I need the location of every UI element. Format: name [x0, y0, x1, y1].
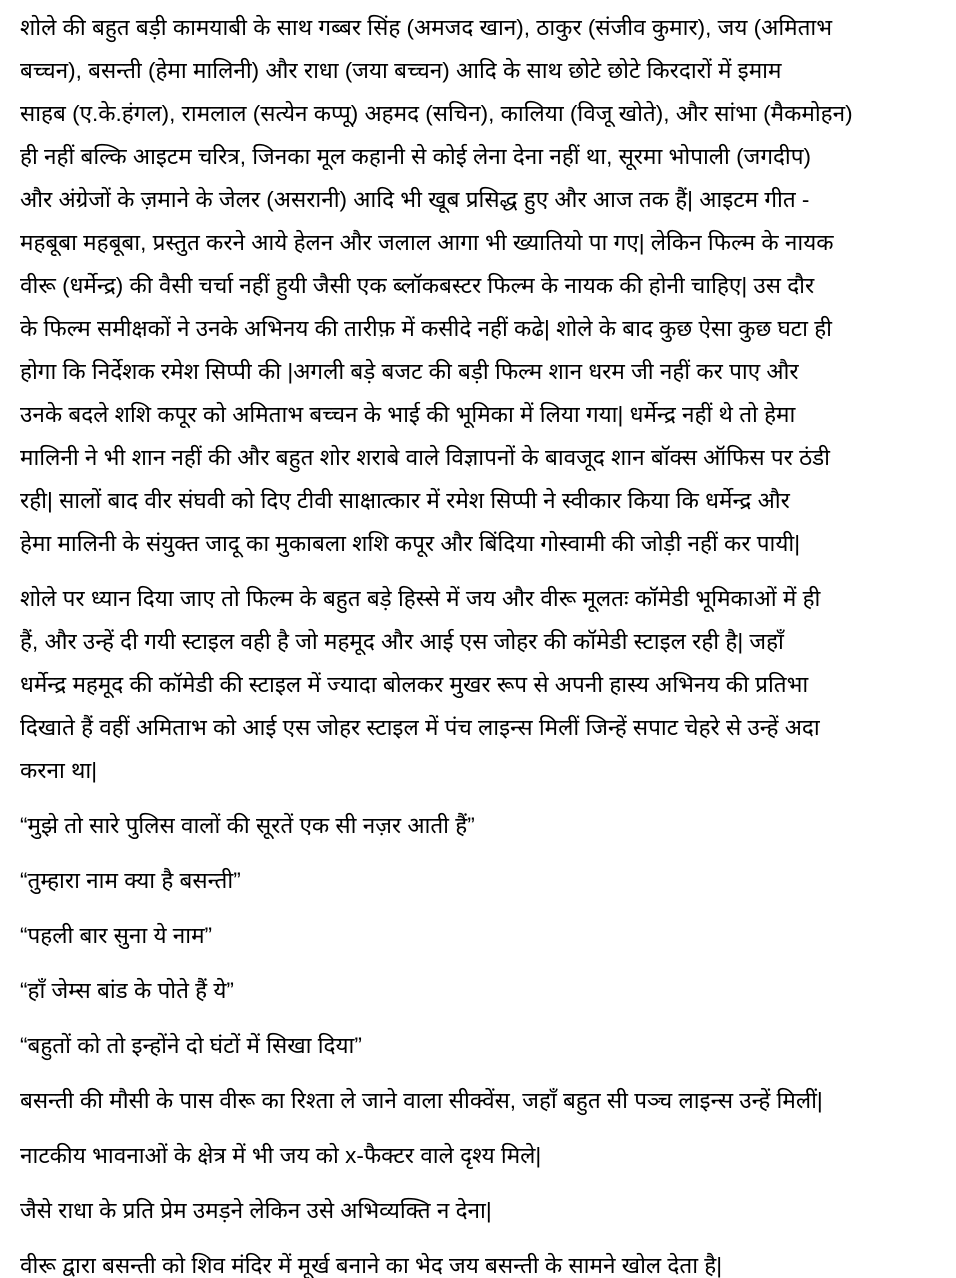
para-mausi-sequence: [20, 1079, 938, 1122]
text-line: होगा कि निर्देशक रमेश सिप्पी की |अगली बड़े बजट की बड़ी फिल्म शान धरम जी नहीं कर पाए और: [20, 359, 799, 384]
para-comedy-style: [20, 577, 938, 792]
text-line: जैसे राधा के प्रति प्रेम उमड़ने लेकिन उसे अभिव्यक्ति न देना|: [20, 1198, 492, 1223]
text-line: शोले की बहुत बड़ी कामयाबी के साथ गब्बर सिंह (अमजद खान), ठाकुर (संजीव कुमार), जय (अमिताभ: [20, 15, 833, 40]
text-line: नाटकीय भावनाओं के क्षेत्र में भी जय को x-फैक्टर वाले दृश्य मिले|: [20, 1143, 542, 1168]
text-line: उनके बदले शशि कपूर को अमिताभ बच्चन के भाई की भूमिका में लिया गया| धर्मेन्द्र नहीं थे तो हेमा: [20, 402, 796, 427]
quote-do-ghanton: [20, 1024, 938, 1067]
quote-pehli-baar: [20, 914, 938, 957]
text-line: वीरू (धर्मेन्द्र) की वैसी चर्चा नहीं हुयी जैसी एक ब्लॉकबस्टर फिल्म के नायक की होनी चाहिए| उस दौर: [20, 273, 815, 298]
document-body: [20, 6, 938, 1278]
text-line: बसन्ती की मौसी के पास वीरू का रिश्ता ले जाने वाला सीक्वेंस, जहाँ बहुत सी पञ्च लाइन्स उन्हें मिलीं|: [20, 1088, 823, 1113]
text-line: हैं, और उन्हें दी गयी स्टाइल वही है जो महमूद और आई एस जोहर की कॉमेडी स्टाइल रही है| जहाँ: [20, 629, 784, 654]
para-radha-prem: [20, 1189, 938, 1232]
text-line: महबूबा महबूबा, प्रस्तुत करने आये हेलन और जलाल आगा भी ख्यातियो पा गए| लेकिन फिल्म के नायक: [20, 230, 834, 255]
text-line: “पहली बार सुना ये नाम”: [20, 923, 213, 948]
text-line: “मुझे तो सारे पुलिस वालों की सूरतें एक सी नज़र आती हैं”: [20, 813, 475, 838]
quote-tumhara-naam: [20, 859, 938, 902]
text-line: धर्मेन्द्र महमूद की कॉमेडी की स्टाइल में ज्यादा बोलकर मुखर रूप से अपनी हास्य अभिनय की प्रतिभा: [20, 672, 809, 697]
text-line: वीरू द्वारा बसन्ती को शिव मंदिर में मूर्ख बनाने का भेद जय बसन्ती के सामने खोल देता है|: [20, 1253, 723, 1278]
text-line: करना था|: [20, 758, 98, 783]
text-line: और अंग्रेजों के ज़माने के जेलर (असरानी) आदि भी खूब प्रसिद्ध हुए और आज तक हैं| आइटम गीत -: [20, 187, 810, 212]
para-shiv-mandir: [20, 1244, 938, 1278]
text-line: मालिनी ने भी शान नहीं की और बहुत शोर शराबे वाले विज्ञापनों के बावजूद शान बॉक्स ऑफिस पर ठंडी: [20, 445, 831, 470]
text-line: “हाँ जेम्स बांड के पोते हैं ये”: [20, 978, 234, 1003]
text-line: के फिल्म समीक्षकों ने उनके अभिनय की तारीफ़ में कसीदे नहीं कढे| शोले के बाद कुछ ऐसा कुछ घटा ही: [20, 316, 832, 341]
text-line: “बहुतों को तो इन्होंने दो घंटों में सिखा दिया”: [20, 1033, 362, 1058]
text-line: हेमा मालिनी के संयुक्त जादू का मुकाबला शशि कपूर और बिंदिया गोस्वामी की जोड़ी नहीं कर पायी|: [20, 531, 801, 556]
text-line: ही नहीं बल्कि आइटम चरित्र, जिनका मूल कहानी से कोई लेना देना नहीं था, सूरमा भोपाली (जगदीप): [20, 144, 812, 169]
text-line: रही| सालों बाद वीर संघवी को दिए टीवी साक्षात्कार में रमेश सिप्पी ने स्वीकार किया कि धर्मेन्द्र और: [20, 488, 790, 513]
para-x-factor: [20, 1134, 938, 1177]
text-line: शोले पर ध्यान दिया जाए तो फिल्म के बहुत बड़े हिस्से में जय और वीरू मूलतः कॉमेडी भूमिकाओं में ही: [20, 586, 821, 611]
quote-james-bond: [20, 969, 938, 1012]
text-line: “तुम्हारा नाम क्या है बसन्ती”: [20, 868, 241, 893]
text-line: साहब (ए.के.हंगल), रामलाल (सत्येन कप्पू) अहमद (सचिन), कालिया (विजू खोते), और सांभा (मैकमोहन): [20, 101, 853, 126]
text-line: दिखाते हैं वहीं अमिताभ को आई एस जोहर स्टाइल में पंच लाइन्स मिलीं जिन्हें सपाट चेहरे से उन्हें अदा: [20, 715, 820, 740]
para-sholay-success: [20, 6, 938, 565]
quote-police-faces: [20, 804, 938, 847]
text-line: बच्चन), बसन्ती (हेमा मालिनी) और राधा (जया बच्चन) आदि के साथ छोटे छोटे किरदारों में इमाम: [20, 58, 782, 83]
